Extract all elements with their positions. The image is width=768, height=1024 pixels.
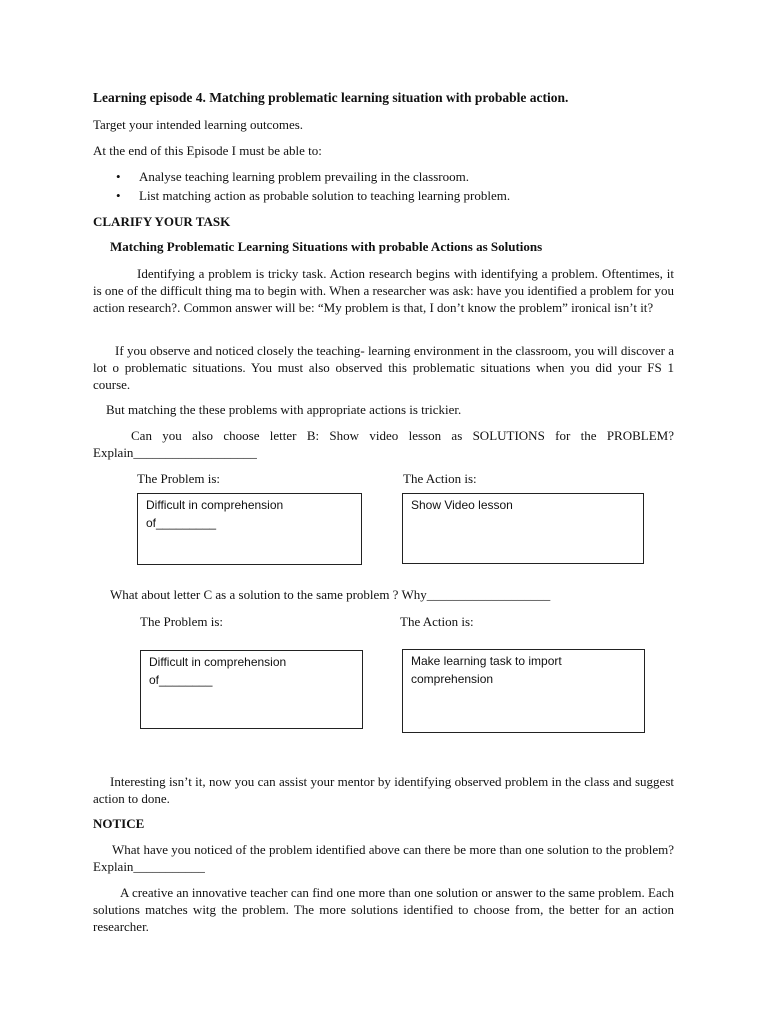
clarify-subheading: Matching Problematic Learning Situations with probable Actions as Solutions (110, 239, 543, 254)
clarify-heading: CLARIFY YOUR TASK (93, 214, 231, 229)
problem-answer-box[interactable] (140, 650, 363, 729)
paragraph-creative-teacher: A creative an innovative teacher can find one more than one solution or answer to the same problem. Each solutions matches witg the problem. The more solutions identified to choose from, the better for an action researcher. (93, 885, 674, 934)
bullet-icon: • (116, 169, 121, 184)
problem-label: The Problem is: (137, 471, 221, 486)
question-letter-b: Can you also choose letter B: Show video lesson as SOLUTIONS for the PROBLEM? Explain___________________ (93, 428, 674, 460)
action-box-text: Make learning task to import (411, 654, 562, 668)
bullet-text: Analyse teaching learning problem prevailing in the classroom. (139, 169, 469, 184)
paragraph-observe-environment: If you observe and noticed closely the teaching- learning environment in the classroom, you will discover a lot o problematic situations. You must also observed this problematic situations when you did your FS 1 course. (93, 343, 674, 392)
paragraph-matching-trickier: But matching the these problems with appropriate actions is trickier. (106, 402, 462, 417)
problem-box-blank: of________ (149, 673, 213, 687)
action-answer-box[interactable] (402, 649, 645, 733)
problem-box-blank: of_________ (146, 516, 217, 530)
problem-box-line: Difficult in comprehension (149, 655, 287, 669)
action-box-text: comprehension (411, 672, 494, 686)
action-answer-box[interactable] (402, 493, 644, 564)
action-box-text: Show Video lesson (411, 498, 513, 512)
notice-heading: NOTICE (93, 816, 145, 831)
target-outcomes-text: Target your intended learning outcomes. (93, 117, 304, 132)
bullet-text: List matching action as probable solution to teaching learning problem. (139, 188, 511, 203)
problem-answer-box[interactable] (137, 493, 362, 565)
paragraph-interesting: Interesting isn’t it, now you can assist your mentor by identifying observed problem in the class and suggest action to done. (93, 774, 674, 806)
problem-box-line: Difficult in comprehension (146, 498, 284, 512)
notice-question: What have you noticed of the problem identified above can there be more than one solution to the problem? Explain___________ (93, 842, 674, 874)
action-label: The Action is: (403, 471, 477, 486)
action-label: The Action is: (400, 614, 474, 629)
paragraph-identifying-problem: Identifying a problem is tricky task. Action research begins with identifying a problem. Oftentimes, it is one of the difficult thing ma to begin with. When a researcher was ask: have you identified a problem for you action research?. Common answer will be: “My problem is that, I don’t know the problem” ironical isn’t it? (93, 266, 674, 315)
intro-text: At the end of this Episode I must be able to: (93, 143, 322, 158)
bullet-icon: • (116, 188, 121, 203)
question-letter-c: What about letter C as a solution to the same problem ? Why___________________ (110, 587, 551, 602)
episode-title: Learning episode 4. Matching problematic learning situation with probable action. (93, 90, 569, 105)
problem-label: The Problem is: (140, 614, 224, 629)
